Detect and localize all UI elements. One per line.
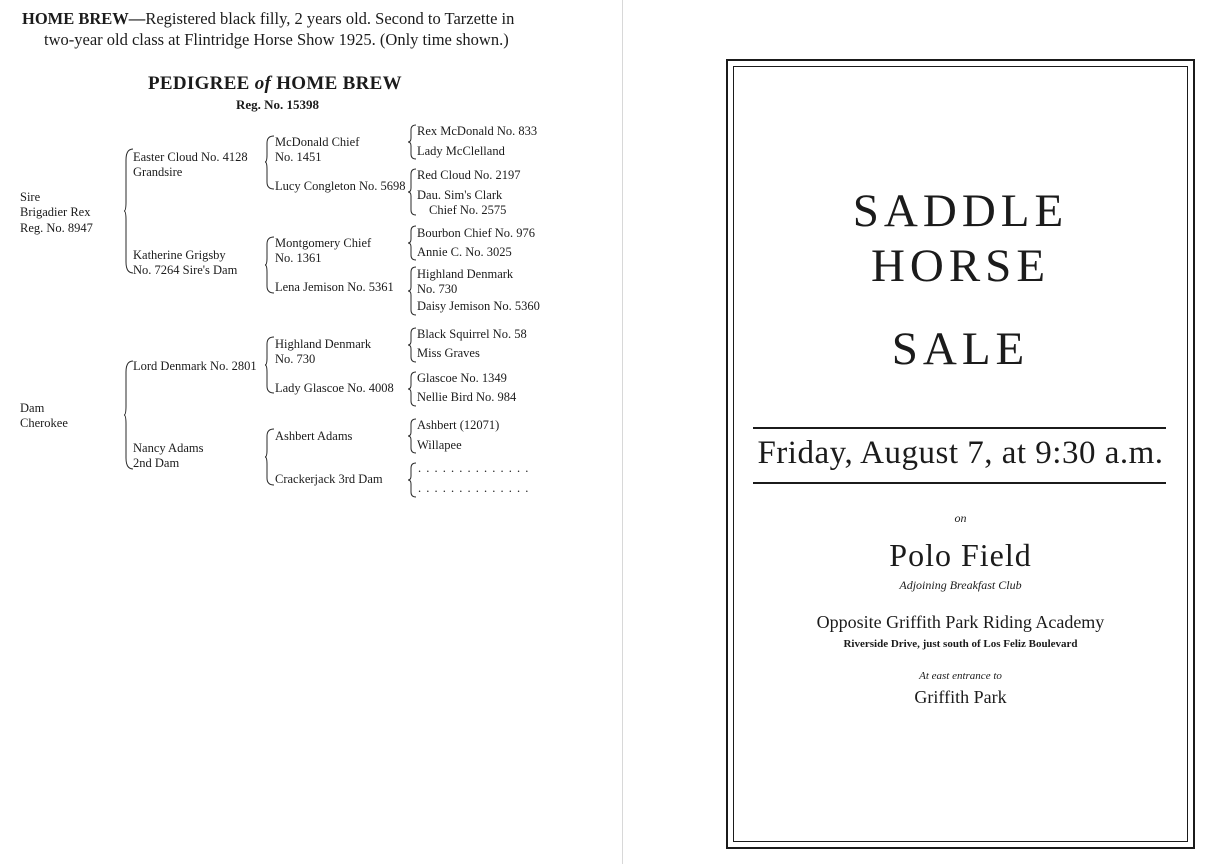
pedigree-reg-number: Reg. No. 15398 (236, 97, 320, 112)
lady-glascoe-brace (408, 371, 417, 407)
opposite-line: Opposite Griffith Park Riding Academy (816, 612, 1105, 632)
ashbert-brace (408, 418, 417, 454)
highland-denmark-entry: Highland Denmark No. 730 (275, 337, 372, 367)
poster-title-sale: SALE (891, 323, 1030, 375)
lady-glascoe-entry: Lady Glascoe No. 4008 (275, 381, 394, 395)
blank-entry-2: . . . . . . . . . . . . . . (418, 481, 530, 495)
ashbert-adams-entry: Ashbert Adams (275, 429, 353, 443)
lucy-congleton-entry: Lucy Congleton No. 5698 (275, 179, 406, 193)
dam-entry: Dam Cherokee (20, 401, 68, 431)
highland-denmark-gen4-entry: Highland Denmark No. 730 (417, 267, 514, 297)
glascoe-entry: Glascoe No. 1349 (417, 371, 507, 385)
nancy-adams-entry: Nancy Adams 2nd Dam (133, 441, 204, 471)
miss-graves-entry: Miss Graves (417, 346, 480, 360)
east-entrance-note: At east entrance to (919, 670, 1002, 682)
easter-cloud-entry: Easter Cloud No. 4128 Grandsire (133, 150, 248, 180)
lord-denmark-brace (265, 336, 275, 394)
katherine-grigsby-entry: Katherine Grigsby No. 7264 Sire's Dam (133, 248, 238, 278)
intro-text-1: Registered black filly, 2 years old. Second to Tarzette in (145, 9, 515, 28)
easter-cloud-brace (265, 135, 275, 190)
crackerjack-brace (408, 462, 417, 498)
annie-c-entry: Annie C. No. 3025 (417, 245, 512, 259)
on-label: on (954, 511, 967, 525)
red-cloud-entry: Red Cloud No. 2197 (417, 168, 521, 182)
location-name: Polo Field (889, 537, 1032, 573)
lucy-brace (408, 168, 417, 216)
katherine-brace (265, 236, 275, 294)
montgomery-chief-entry: Montgomery Chief No. 1361 (275, 236, 372, 266)
black-squirrel-entry: Black Squirrel No. 58 (417, 327, 527, 341)
mcdonald-chief-entry: McDonald Chief No. 1451 (275, 135, 360, 165)
daisy-jemison-entry: Daisy Jemison No. 5360 (417, 299, 540, 313)
park-name: Griffith Park (914, 687, 1007, 707)
bourbon-chief-entry: Bourbon Chief No. 976 (417, 226, 536, 240)
lord-denmark-entry: Lord Denmark No. 2801 (133, 359, 257, 373)
intro-line-1 (22, 10, 514, 28)
ashbert-entry: Ashbert (12071) (417, 418, 500, 432)
sale-date-time: Friday, August 7, at 9:30 a.m. (757, 435, 1164, 471)
lena-jemison-entry: Lena Jemison No. 5361 (275, 280, 394, 294)
highland-brace (408, 327, 417, 363)
poster-title-horse: HORSE (870, 240, 1051, 292)
mcdonald-brace (408, 124, 417, 160)
crackerjack-entry: Crackerjack 3rd Dam (275, 472, 383, 486)
sire-entry: Sire Brigadier Rex Reg. No. 8947 (20, 190, 93, 235)
nancy-adams-brace (265, 428, 275, 486)
rule-bottom (753, 482, 1166, 484)
pedigree-title: PEDIGREE of HOME BREW (148, 73, 402, 94)
lady-mcclelland-entry: Lady McClelland (417, 144, 505, 158)
riverside-line: Riverside Drive, just south of Los Feliz Boulevard (843, 638, 1078, 650)
poster-title-saddle: SADDLE (852, 185, 1069, 237)
lena-brace (408, 266, 417, 316)
montgomery-brace (408, 225, 417, 261)
rex-mcdonald-entry: Rex McDonald No. 833 (417, 124, 538, 138)
adjoining-note: Adjoining Breakfast Club (899, 578, 1022, 592)
horse-name: HOME BREW— (22, 9, 146, 28)
willapee-entry: Willapee (417, 438, 462, 452)
nellie-bird-entry: Nellie Bird No. 984 (417, 390, 517, 404)
rule-top (753, 427, 1166, 429)
page-fold (622, 0, 623, 864)
dau-sims-clark-entry: Dau. Sim's Clark Chief No. 2575 (417, 188, 507, 218)
blank-entry-1: . . . . . . . . . . . . . . (418, 461, 530, 475)
intro-line-2: two-year old class at Flintridge Horse Show 1925. (Only time shown.) (44, 30, 509, 49)
